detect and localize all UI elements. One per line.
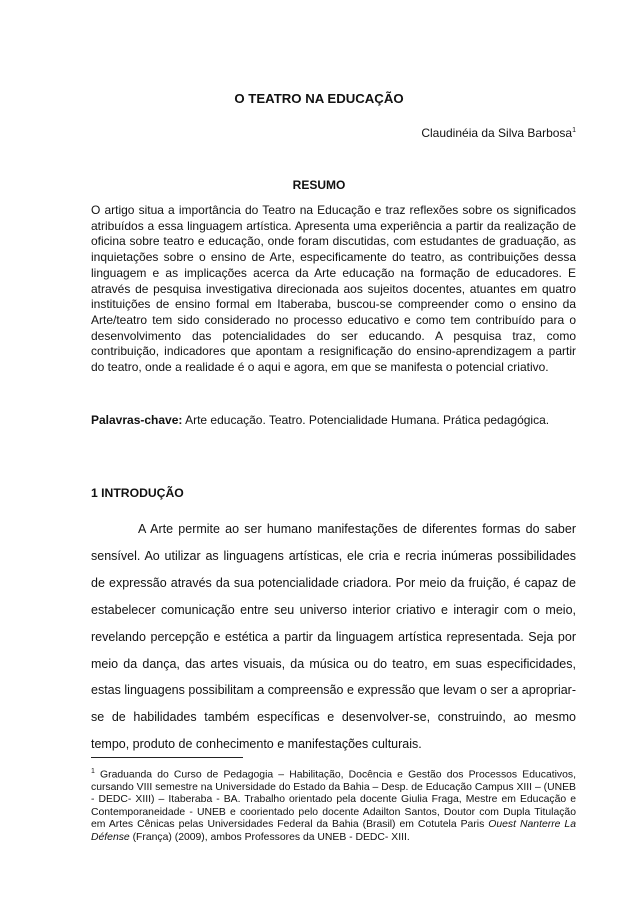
author-line (421, 126, 576, 140)
keywords-label: Palavras-chave: (91, 413, 183, 427)
footnote-text-end: (França) (2009), ambos Professores da UNEB - DEDC- XIII. (129, 831, 410, 843)
footnote-italic-text: Ouest Nanterre La Défense (91, 819, 576, 843)
author-footnote-marker[interactable]: 1 (572, 127, 576, 134)
footnote-marker: 1 (91, 768, 95, 775)
keywords-list: Arte educação. Teatro. Potencialidade Humana. Prática pedagógica. (185, 413, 550, 427)
footnote (91, 766, 576, 844)
author-name: Claudinéia da Silva Barbosa (421, 126, 573, 140)
footnote-separator (91, 757, 243, 758)
abstract-heading: RESUMO (292, 178, 346, 192)
footnote-text: Graduanda do Curso de Pedagogia – Habilitação, Docência e Gestão dos Processos Educativos, cursando VIII semestre na Universidade do Estado da Bahia – Desp. de Educação Campus XIII – (UNEB - DEDC- XIII) – Itaberaba - BA. Trabalho orientado pela docente Giulia Fraga, Mestre em Educação e Contemporaneidade - UNEB e coorientado pelo docente Adailton Santos, Doutor com Dupla Titulação em Artes Cênicas pelas Universidades Federal da Bahia (Brasil) em Cotutela Paris (91, 769, 576, 831)
paper-title: O TEATRO NA EDUCAÇÃO (234, 91, 404, 106)
abstract-text: O artigo situa a importância do Teatro na Educação e traz reflexões sobre os significados atribuídos a essa linguagem artística. Apresenta uma experiência a partir da realização de oficina sobre teatro e educação, onde foram discutidas, com estudantes de graduação, as inquietações sobre o ensino de Arte, especificamente do teatro, as contribuições dessa linguagem e as implicações acerca da Arte educação na formação de educadores. E através de pesquisa investigativa direcionada aos sujeitos docentes, atuantes em quatro instituições de ensino formal em Itaberaba, buscou-se compreender como o ensino da Arte/teatro tem sido considerado no processo educativo e como tem contribuído para o desenvolvimento das potencialidades do ser educando. A pesquisa traz, como contribuição, indicadores que apontam a resignificação do ensino-aprendizagem a partir do teatro, onde a realidade é o aqui e agora, em que se manifesta o potencial criativo. (91, 203, 576, 375)
intro-paragraph: A Arte permite ao ser humano manifestações de diferentes formas do saber sensível. Ao utilizar as linguagens artísticas, ele cria e recria inúmeras possibilidades de expressão através da sua potencialidade criadora. Por meio da fruição, é capaz de estabelecer comunicação entre seu universo interior criativo e interagir com o meio, revelando percepção e estética a partir da linguagem artística representada. Seja por meio da dança, das artes visuais, da música ou do teatro, em suas especificidades, estas linguagens possibilitam a compreensão e expressão que levam o ser a apropriar-se de habilidades também específicas e desenvolver-se, construindo, ao mesmo tempo, produto de conhecimento e manifestações culturais. (91, 522, 576, 752)
section-heading: 1 INTRODUÇÃO (91, 486, 184, 500)
keywords (91, 411, 576, 429)
